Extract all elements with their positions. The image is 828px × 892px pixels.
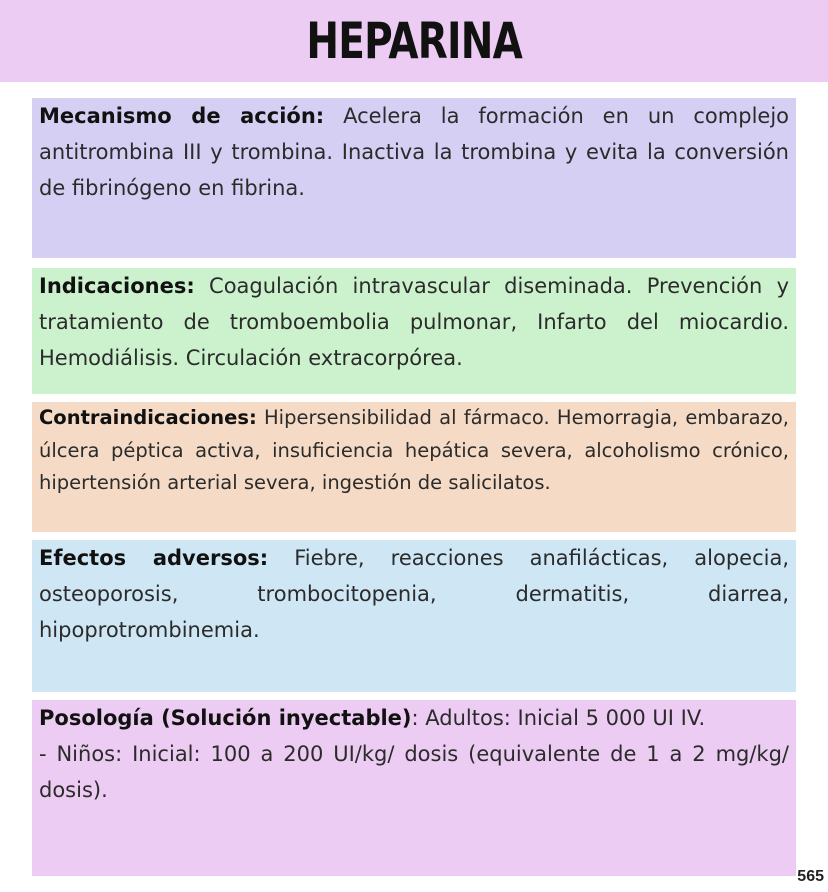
indicaciones-text: Coagulación intravascular diseminada. Prevención y tratamiento de tromboembolia pulmonar, Infarto del miocardio. Hemodiálisis. Circulación extracorpórea. [39, 274, 789, 370]
mecanismo-text: Acelera la formación en un complejo antitrombina III y trombina. Inactiva la trombina y evita la conversión de fibrinógeno en fibrina. [39, 104, 790, 200]
title-banner [0, 0, 828, 82]
contraindicaciones-text: Hipersensibilidad al fármaco. Hemorragia, embarazo, úlcera péptica activa, insuficiencia hepática severa, alcoholismo crónico, hipertensión arterial severa, ingestión de salicilatos. [39, 406, 789, 494]
posologia-ninos: - Niños: Inicial: 100 a 200 UI/kg/ dosis (equivalente de 1 a 2 mg/kg/ dosis). [39, 742, 789, 802]
indicaciones-label: Indicaciones: [39, 274, 195, 298]
efectos-text: Fiebre, reacciones anafilácticas, alopecia, osteoporosis, trombocitopenia, dermatitis, diarrea, hipoprotrombinemia. [39, 546, 789, 642]
mecanismo-card [32, 98, 796, 258]
posologia-line-1 [39, 700, 789, 736]
mecanismo-label: Mecanismo de acción: [39, 104, 325, 128]
contraindicaciones-label: Contraindicaciones: [39, 406, 257, 429]
posologia-adultos: : Adultos: Inicial 5 000 UI IV. [411, 706, 706, 730]
page-number: 565 [797, 868, 824, 885]
posologia-card [32, 700, 796, 876]
contraindicaciones-card [32, 402, 796, 532]
efectos-label: Efectos adversos: [39, 546, 269, 570]
posologia-label: Posología (Solución inyectable) [39, 706, 412, 730]
efectos-adversos-card [32, 540, 796, 692]
indicaciones-card [32, 268, 796, 394]
page-title: HEPARINA [306, 12, 522, 70]
